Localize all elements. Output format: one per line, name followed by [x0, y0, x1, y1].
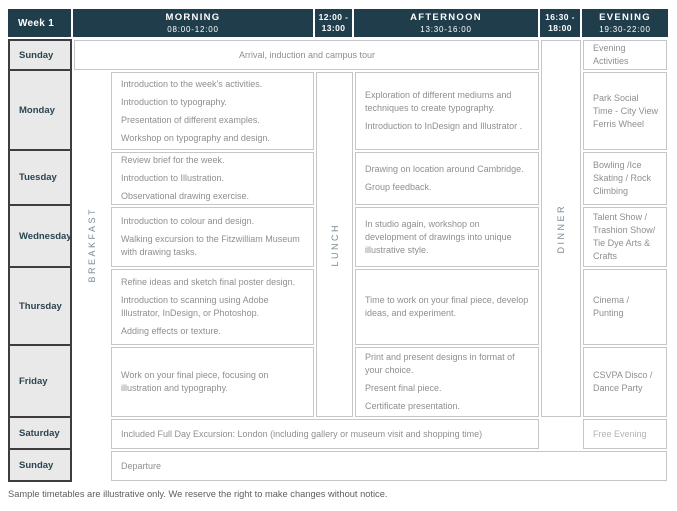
afternoon-title: AFTERNOON [410, 12, 482, 23]
activity-text: In studio again, workshop on development of drawings into unique illustrative style. [365, 218, 512, 255]
evening-time: 19:30-22:00 [599, 25, 651, 34]
activity-text: Free Evening [593, 428, 647, 439]
breakfast-label: BREAKFAST [86, 206, 97, 283]
activity-text: Adding effects or texture. [121, 326, 221, 336]
dinner-time-line2: 18:00 [548, 23, 572, 33]
day-label-friday: Friday [8, 344, 72, 418]
day-label-sunday2: Sunday [8, 448, 72, 482]
activity-text: Arrival, induction and campus tour [238, 49, 376, 60]
week-label: Week 1 [18, 17, 55, 29]
header-lunch-time-cell [315, 9, 352, 37]
dinner-column [541, 40, 581, 417]
activity-text: Review brief for the week. [121, 155, 225, 165]
thursday-evening-cell [583, 269, 667, 345]
header-morning-cell [73, 9, 313, 37]
activity-text: Introduction to Illustration. [121, 173, 225, 183]
header-afternoon-cell [354, 9, 538, 37]
tuesday-morning-cell [111, 152, 314, 205]
lunch-column [316, 72, 353, 417]
activity-text: Work on your final piece, focusing on illustration and typography. [121, 370, 269, 393]
lunch-time-line1: 12:00 - [318, 12, 349, 22]
monday-morning-cell [111, 72, 314, 150]
activity-text: CSVPA Disco / Dance Party [593, 370, 653, 393]
day-label-tuesday: Tuesday [8, 149, 72, 206]
activity-text: Group feedback. [365, 182, 432, 192]
activity-text: Present final piece. [365, 383, 442, 393]
activity-text: Introduction to colour and design. [121, 216, 255, 226]
activity-text: Workshop on typography and design. [121, 132, 270, 143]
sunday-departure-cell [111, 451, 667, 481]
header-week-cell [8, 9, 71, 37]
wednesday-evening-cell [583, 207, 667, 267]
morning-title: MORNING [165, 12, 221, 23]
disclaimer-text: Sample timetables are illustrative only. We reserve the right to make changes without notice. [8, 489, 388, 499]
wednesday-morning-cell [111, 207, 314, 267]
sunday-arrival-cell [74, 40, 539, 70]
tuesday-afternoon-cell [355, 152, 539, 205]
monday-afternoon-cell [355, 72, 539, 150]
thursday-morning-cell [111, 269, 314, 345]
dinner-time-line1: 16:30 - [545, 12, 575, 22]
activity-text: Bowling /Ice Skating / Rock Climbing [593, 160, 652, 196]
afternoon-time: 13:30-16:00 [420, 25, 472, 34]
day-label-saturday: Saturday [8, 416, 72, 450]
activity-text: Included Full Day Excursion: London (including gallery or museum visit and shopping time) [121, 428, 483, 439]
activity-text: Refine ideas and sketch final poster design. [121, 277, 296, 287]
activity-text: Evening Activities [593, 43, 629, 66]
activity-text: Exploration of different mediums and techniques to create typography. [365, 90, 512, 113]
activity-text: Talent Show / Trashion Show/ Tie Dye Arts & Crafts [593, 212, 656, 261]
sunday-evening-cell [583, 40, 667, 70]
activity-text: Introduction to the week's activities. [121, 78, 263, 89]
dinner-label: DINNER [556, 203, 566, 254]
lunch-label: LUNCH [329, 222, 340, 267]
saturday-excursion-cell [111, 419, 539, 449]
activity-text: Park Social Time - City View Ferris Wheel [593, 92, 659, 129]
evening-title: EVENING [599, 12, 651, 23]
timetable [8, 9, 668, 482]
saturday-evening-cell [583, 419, 667, 449]
activity-text: Cinema / Punting [593, 295, 630, 318]
day-label-wednesday: Wednesday [8, 204, 72, 268]
activity-text: Departure [121, 460, 162, 471]
friday-evening-cell [583, 347, 667, 417]
activity-text: Introduction to InDesign and Illustrator . [365, 121, 523, 131]
friday-morning-cell [111, 347, 314, 417]
day-label-thursday: Thursday [8, 266, 72, 346]
activity-text: Walking excursion to the Fitzwilliam Museum with drawing tasks. [121, 234, 300, 257]
header-dinner-time-cell [540, 9, 580, 37]
day-label-sunday1: Sunday [8, 39, 72, 71]
header-evening-cell [582, 9, 668, 37]
thursday-afternoon-cell [355, 269, 539, 345]
friday-afternoon-cell [355, 347, 539, 417]
wednesday-afternoon-cell [355, 207, 539, 267]
activity-text: Presentation of different examples. [121, 114, 260, 125]
morning-time: 08:00-12:00 [167, 25, 219, 34]
tuesday-evening-cell [583, 152, 667, 205]
activity-text: Introduction to typography. [121, 96, 227, 107]
lunch-time-line2: 13:00 [321, 23, 346, 33]
activity-text: Observational drawing exercise. [121, 191, 250, 201]
activity-text: Time to work on your final piece, develop ideas, and experiment. [365, 295, 529, 318]
activity-text: Drawing on location around Cambridge. [365, 164, 524, 174]
activity-text: Certificate presentation. [365, 401, 461, 411]
activity-text: Introduction to scanning using Adobe Illustrator, InDesign, or Photoshop. [121, 295, 269, 318]
monday-evening-cell [583, 72, 667, 150]
day-label-monday: Monday [8, 69, 72, 151]
activity-text: Print and present designs in format of your choice. [365, 352, 515, 375]
breakfast-column [73, 71, 110, 418]
